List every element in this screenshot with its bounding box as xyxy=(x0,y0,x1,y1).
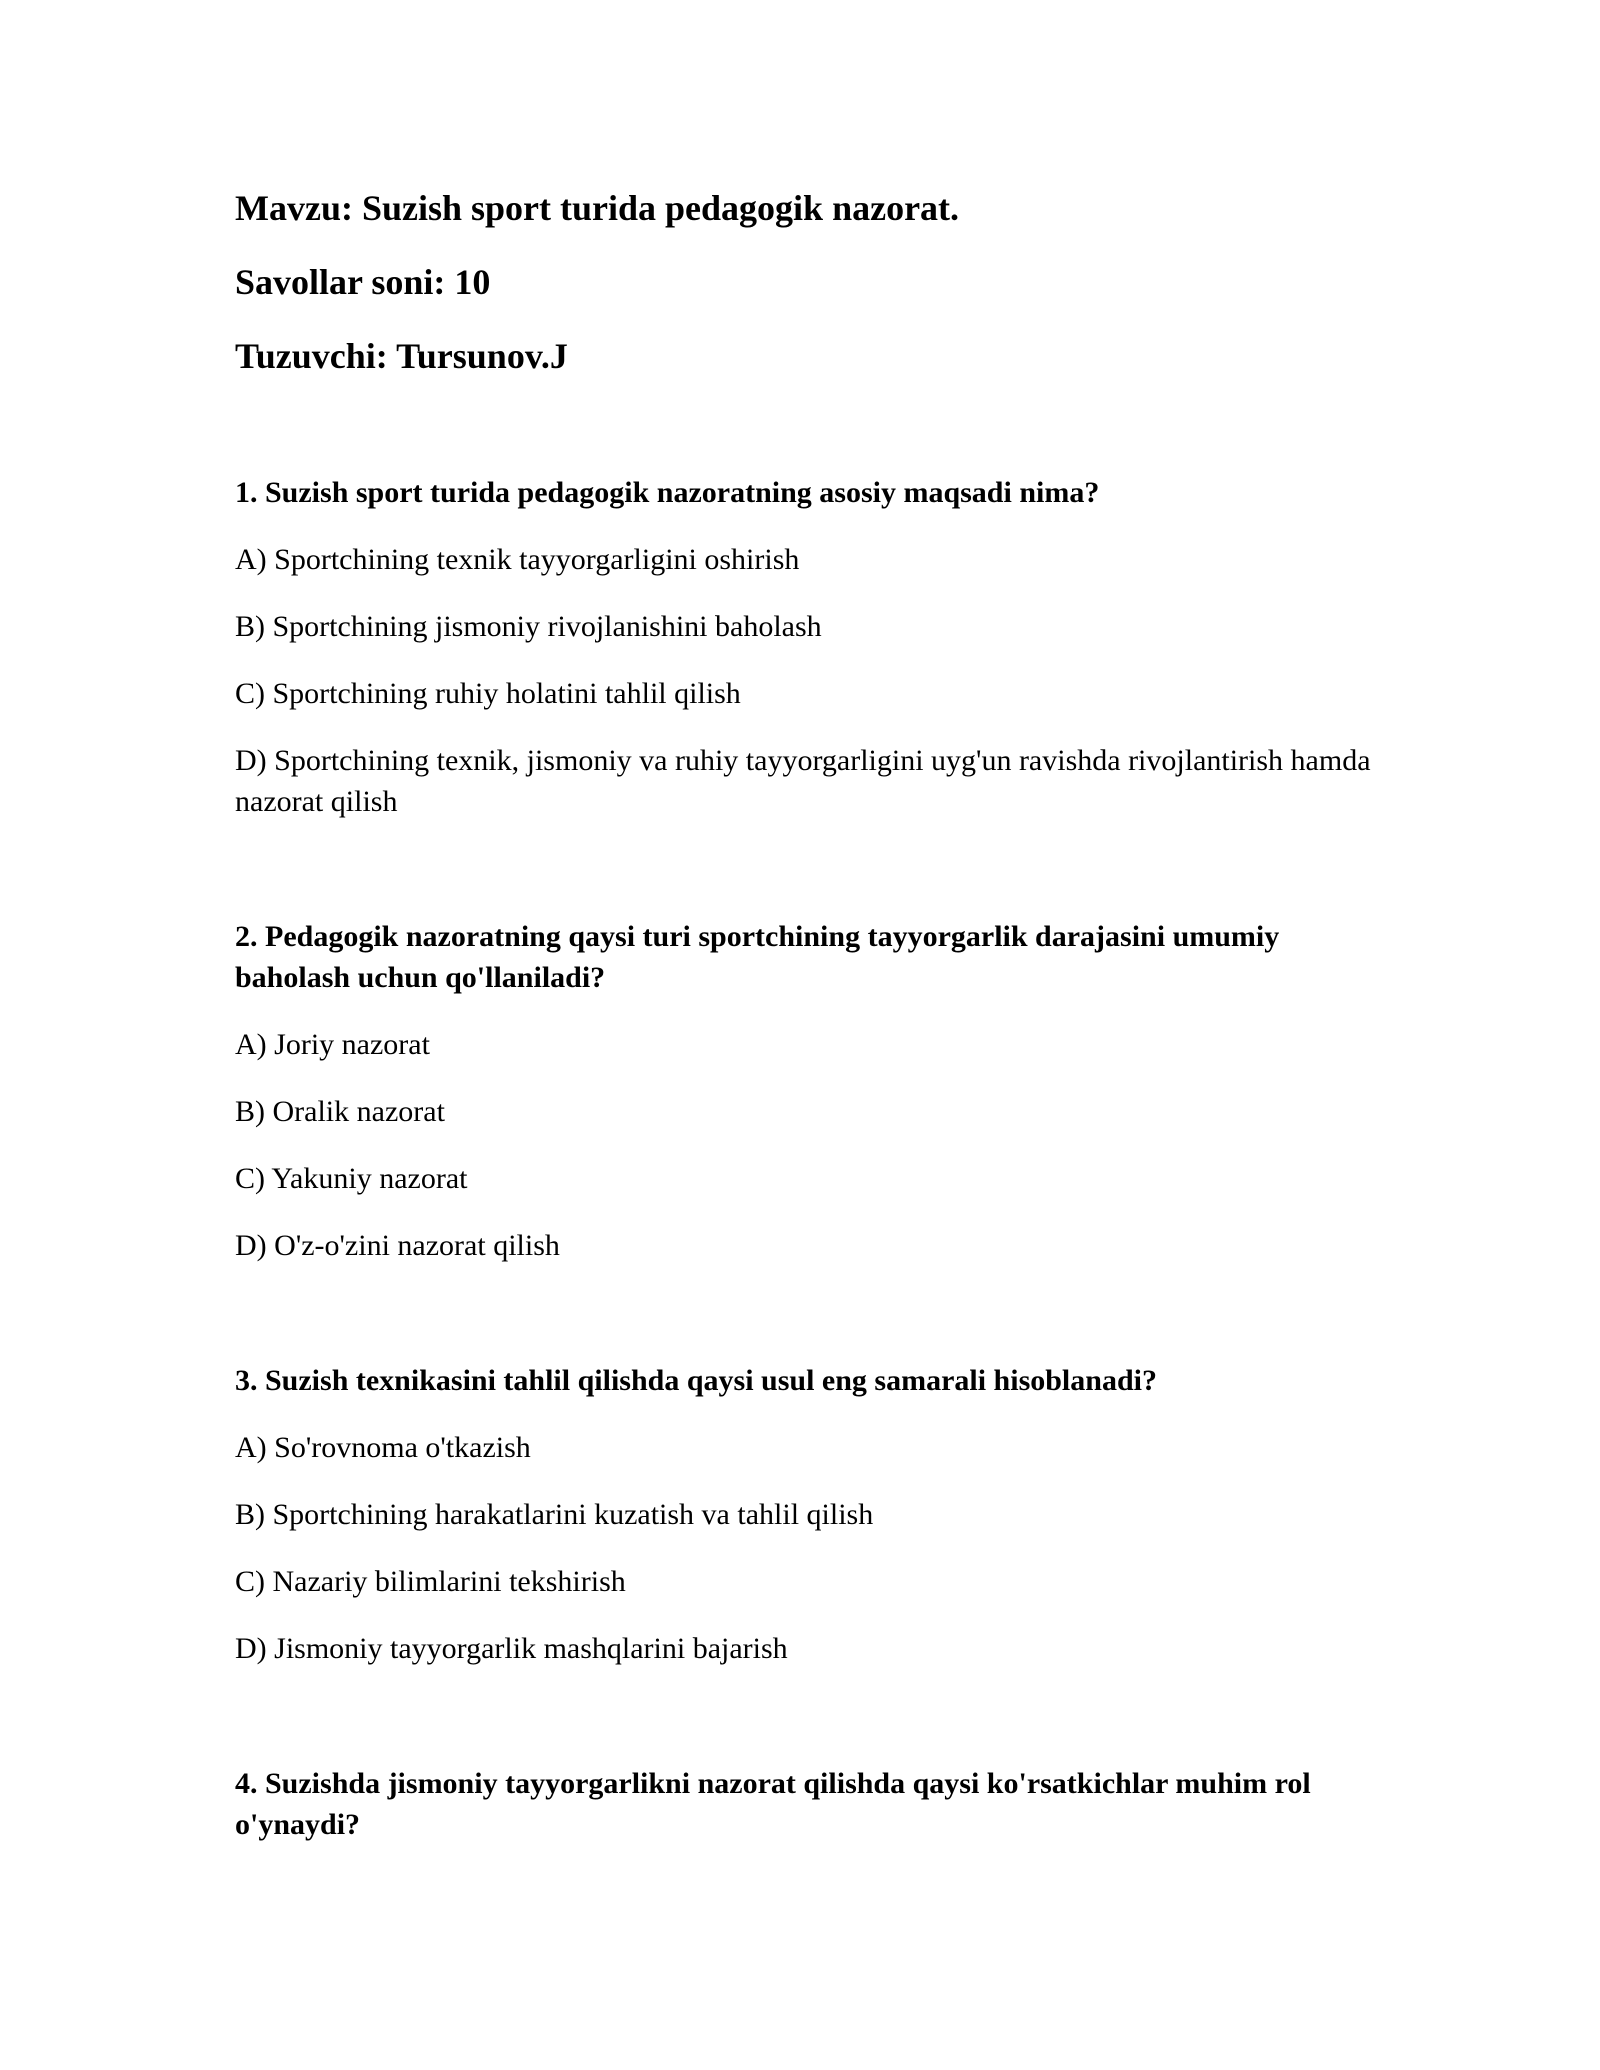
answer-option-b: B) Oralik nazorat xyxy=(235,1095,445,1128)
answer-option-a: A) Joriy nazorat xyxy=(235,1028,430,1061)
question-text: 2. Pedagogik nazoratning qaysi turi sportchining tayyorgarlik darajasini umumiy baholash uchun qo'llaniladi? xyxy=(235,920,1280,994)
question-list xyxy=(235,472,1375,1845)
question-text: 1. Suzish sport turida pedagogik nazoratning asosiy maqsadi nima? xyxy=(235,476,1100,509)
answer-option-c: C) Yakuniy nazorat xyxy=(235,1162,468,1195)
question-count: Savollar soni: 10 xyxy=(235,262,491,302)
document-header xyxy=(235,186,1375,378)
answer-option-d: D) O'z-o'zini nazorat qilish xyxy=(235,1229,560,1262)
answer-option-a: A) Sportchining texnik tayyorgarligini oshirish xyxy=(235,543,800,576)
answer-option-b: B) Sportchining harakatlarini kuzatish va tahlil qilish xyxy=(235,1498,874,1531)
answer-option-c: C) Sportchining ruhiy holatini tahlil qilish xyxy=(235,677,741,710)
answer-option-b: B) Sportchining jismoniy rivojlanishini baholash xyxy=(235,610,822,643)
question-block-1 xyxy=(235,472,1375,822)
topic-title: Mavzu: Suzish sport turida pedagogik nazorat. xyxy=(235,188,960,228)
answer-option-d: D) Sportchining texnik, jismoniy va ruhiy tayyorgarligini uyg'un ravishda rivojlantirish hamda nazorat qilish xyxy=(235,744,1371,818)
answer-option-c: C) Nazariy bilimlarini tekshirish xyxy=(235,1565,626,1598)
author-line: Tuzuvchi: Tursunov.J xyxy=(235,336,568,376)
document-page xyxy=(235,186,1375,1939)
question-block-4 xyxy=(235,1763,1375,1845)
question-block-2 xyxy=(235,916,1375,1266)
answer-option-d: D) Jismoniy tayyorgarlik mashqlarini bajarish xyxy=(235,1632,788,1665)
question-text: 4. Suzishda jismoniy tayyorgarlikni nazorat qilishda qaysi ko'rsatkichlar muhim rol o'ynaydi? xyxy=(235,1767,1311,1841)
answer-option-a: A) So'rovnoma o'tkazish xyxy=(235,1431,531,1464)
question-block-3 xyxy=(235,1360,1375,1669)
question-text: 3. Suzish texnikasini tahlil qilishda qaysi usul eng samarali hisoblanadi? xyxy=(235,1364,1157,1397)
